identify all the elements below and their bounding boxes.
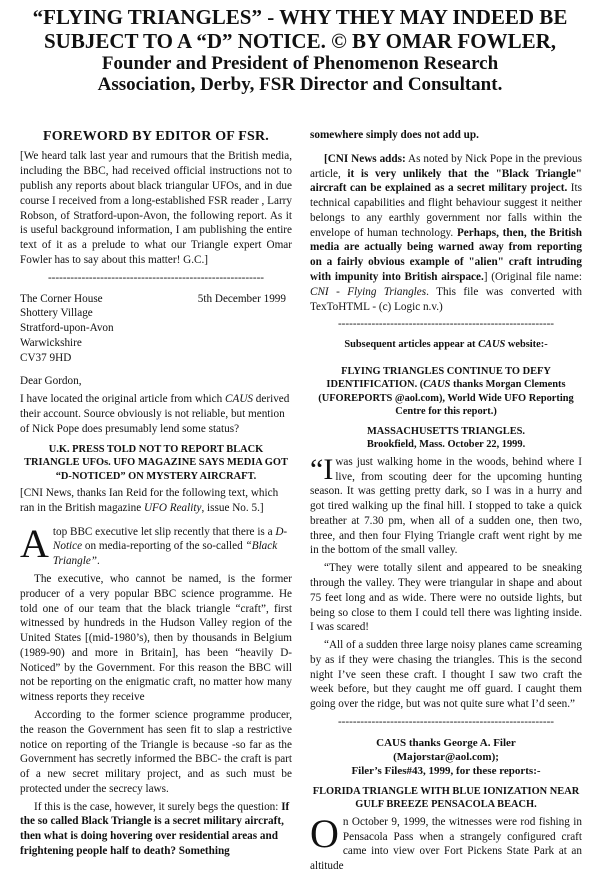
article-title: [20, 6, 580, 96]
letter-header: [20, 292, 292, 366]
article-paragraph-1: A top BBC executive let slip recently that there is a D-Notice on media-reporting of the so-called “Black Triangle”.: [20, 520, 288, 568]
quote-paragraph-3: “All of a sudden three large noisy planes came screaming by as if they were chasing the triangles. This is the second night I’ve seen these craft. I thought I saw two craft the week before, but they caught me off guard. I caught them going over the ridge, but was not quite sure what I’d seen.”: [310, 639, 582, 711]
quote-paragraph-2: “They were totally silent and appeared to be sneaking through the valley. They were triangular in shape and about 75 feet long and as wide. There were no outside lights, but being so close to them I could tell there was lighting inside. I was scared!: [310, 562, 582, 634]
subsequent-heading: Subsequent articles appear at CAUS website:-: [344, 339, 548, 351]
address-line: CV37 9HD: [20, 351, 72, 364]
divider: ----------------------------------------------------------: [337, 716, 555, 729]
foreword-text: [We heard talk last year and rumours that the British media, including the BBC, had received official instructions not to publish any reports about black triangular UFOs, and in due course I received from a long-established FSR reader , Larry Robson, of Stratford-upon-Avon, the following report. As it is useful background information, I am publishing the entire text of it as a prelude to what our Triangle expert Omar Fowler has to say about this matter! G.C.]: [20, 150, 292, 266]
cni-credit: [CNI News, thanks Ian Reid for the following text, which ran in the British magazine UFO Reality, issue No. 5.]: [20, 487, 279, 514]
drop-cap: A: [20, 520, 49, 566]
divider: ----------------------------------------------------------: [337, 318, 555, 331]
sender-address: [20, 292, 114, 366]
address-line: Shottery Village: [20, 307, 93, 320]
press-heading: U.K. PRESS TOLD NOT TO REPORT BLACK TRIANGLE UFOs. UFO MAGAZINE SAYS MEDIA GOT “D-NOTICED” ON MYSTERY AIRCRAFT.: [24, 443, 288, 482]
florida-paragraph: On October 9, 1999, the witnesses were rod fishing in Pensacola Pass when a strangely configured craft came into view over Fort Pickens State Park at an altitude: [310, 810, 582, 873]
filer-credit-line-1: CAUS thanks George A. Filer: [376, 736, 516, 749]
cni-adds-paragraph: [CNI News adds: As noted by Nick Pope in the previous article, it is very unlikely that the "Black Triangle" aircraft can be explained as a secret military project. Its technical capabilities and flight behaviour suggest it neither belongs to any earthly government nor falls within the envelope of human technology. Perhaps, then, the British media are actually being warned away from reporting on a fairly obvious example of "alien" craft intruding with impunity into British airspace.] (Original file name: CNI - Flying Triangles. This file was converted with TexToHTML - (c) Logic n.v.): [310, 152, 583, 313]
florida-heading: FLORIDA TRIANGLE WITH BLUE IONIZATION NEAR GULF BREEZE PENSACOLA BEACH.: [312, 785, 580, 811]
massachusetts-heading: MASSACHUSETTS TRIANGLES.: [366, 425, 526, 437]
drop-cap: O: [310, 810, 339, 856]
divider: ----------------------------------------------------------: [47, 271, 265, 284]
article-paragraph-3: According to the former science programme producer, the reason the Government has seen fit to slap a restrictive notice on reporting of the Triangle is because -so far as the Government has secretly informed the BBC- the craft is part of a new secret military project, and as such must be protected under the secrecy laws.: [20, 709, 292, 795]
right-column: [310, 128, 583, 873]
filer-credit-line-3: Filer’s Files#43, 1999, for these reports:-: [351, 765, 541, 778]
title-line-3: Founder and President of Phenomenon Research: [101, 53, 499, 75]
title-line-4: Association, Derby, FSR Director and Consultant.: [97, 74, 503, 96]
salutation: Dear Gordon,: [20, 375, 82, 388]
letter-body: I have located the original article from which CAUS derived their account. Source obviously is not reliable, but mention of Nick Pope does presumably lend some status?: [20, 393, 290, 435]
continued-text: somewhere simply does not add up.: [310, 129, 479, 141]
left-column: [20, 128, 292, 858]
address-line: The Corner House: [20, 292, 103, 305]
massachusetts-subheading: Brookfield, Mass. October 22, 1999.: [366, 439, 526, 451]
article-paragraph-4: If this is the case, however, it surely begs the question: If the so called Black Triangle is a secret military aircraft, then what is doing hovering over residential areas and frightening people half to death? Something: [20, 800, 290, 858]
letter-date: 5th December 1999: [197, 292, 286, 305]
quote-paragraph-1: “I was just walking home in the woods, behind where I live, from scouting deer for the upcoming hunting season. It was getting pretty dark, so I was in a hurry and got tired walking up the final hill. I stopped to take a quick breather at 7.30 pm, when all of a sudden one, then two, three, and then four Flying Triangle craft went right by me in the bottom of the small valley.: [310, 452, 582, 557]
address-line: Stratford-upon-Avon: [20, 322, 114, 335]
drop-cap: “I: [310, 452, 334, 486]
title-line-1: “FLYING TRIANGLES” - WHY THEY MAY INDEED BE: [32, 5, 568, 29]
filer-credit-line-2: (Majorstar@aol.com);: [393, 751, 499, 764]
flying-triangles-heading: FLYING TRIANGLES CONTINUE TO DEFY IDENTIFICATION. (CAUS thanks Morgan Clements (UFOREPORTS @aol.com), World Wide UFO Reporting Centre for this report.): [318, 365, 574, 418]
title-line-2: SUBJECT TO A “D” NOTICE. © BY OMAR FOWLER,: [43, 28, 556, 53]
foreword-heading: FOREWORD BY EDITOR OF FSR.: [43, 129, 269, 144]
article-paragraph-2: The executive, who cannot be named, is the former producer of a very popular BBC science programme. He told one of our team that the black triangle “craft”, first witnessed by hundreds in the Hudson Valley region of the United States [(mid-1980’s), then by thousands in Belgium (1989-90) and more in Britain], has been “heavily D-Noticed” by the Government. For this reason the BBC will not be reporting on the enigmatic craft, no matter how many witness reports they receive: [20, 572, 292, 704]
article-columns: [20, 128, 583, 873]
address-line: Warwickshire: [20, 336, 82, 349]
